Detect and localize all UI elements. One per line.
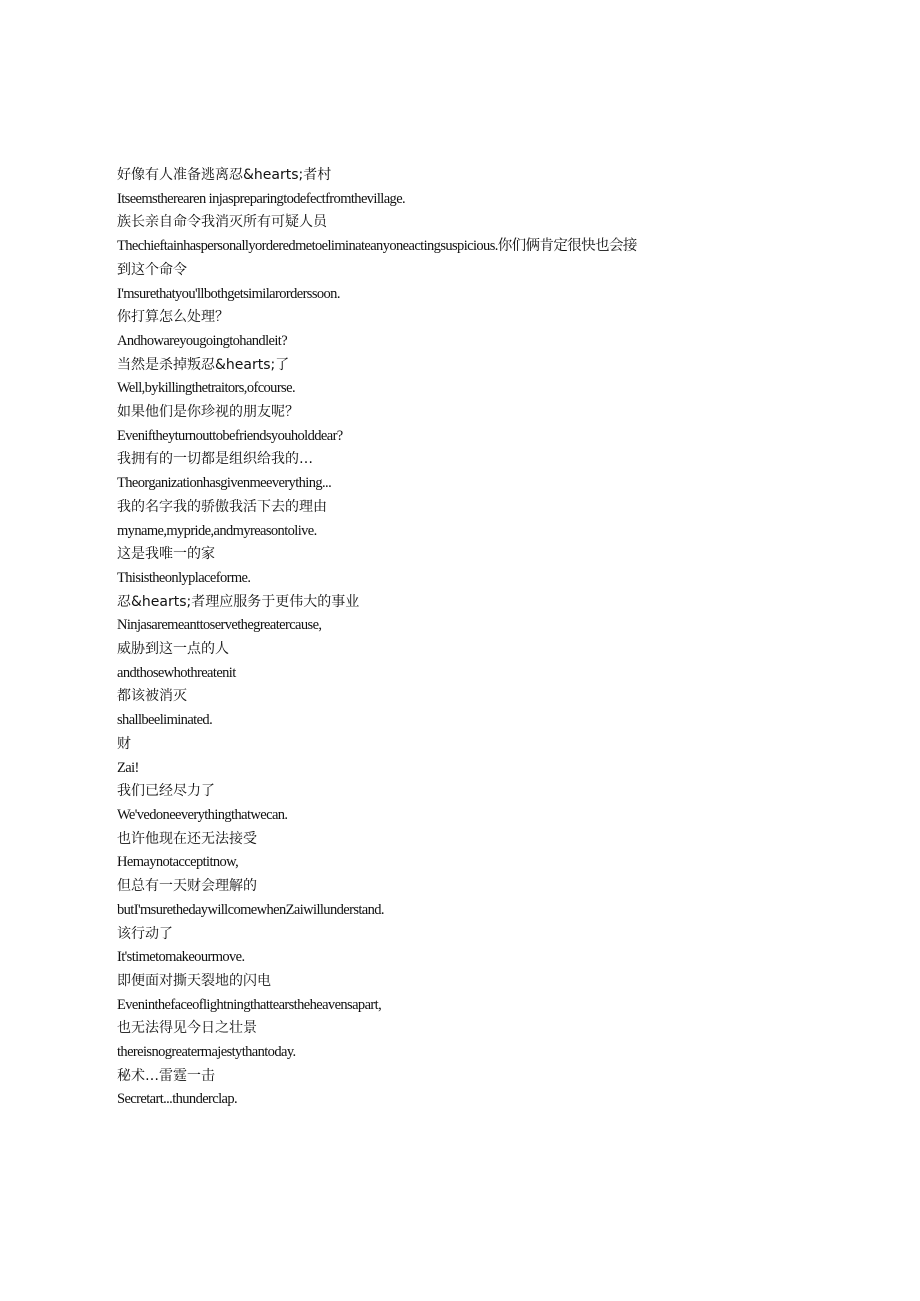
text-line-en: Eveniftheyturnouttobefriendsyouholddear? xyxy=(117,427,343,444)
text-line-en: myname,mypride,andmyreasontolive. xyxy=(117,522,317,539)
text-line-en: Hemaynotacceptitnow, xyxy=(117,854,239,871)
text-line-zh: 这是我唯一的家 xyxy=(117,546,215,563)
text-line-en: I'msurethatyou'llbothgetsimilarorderssoon. xyxy=(117,285,340,302)
text-line-zh: 族长亲自命令我消灭所有可疑人员 xyxy=(117,214,327,231)
text-line-en: Eveninthefaceoflightningthattearstheheavensapart, xyxy=(117,996,382,1013)
text-line-en: shallbeeliminated. xyxy=(117,712,213,729)
text-line-en: butI'msurethedaywillcomewhenZaiwillunderstand. xyxy=(117,901,384,918)
text-line-zh: 我们已经尽力了 xyxy=(117,783,215,800)
text-line-zh: 也无法得见今日之壮景 xyxy=(117,1020,257,1037)
text-line-en: Andhowareyougoingtohandleit? xyxy=(117,332,288,349)
text-line-zh: 威胁到这一点的人 xyxy=(117,641,229,658)
text-line-zh: 到这个命令 xyxy=(117,261,187,278)
text-line-en: andthosewhothreatenit xyxy=(117,664,236,681)
text-line-zh: 如果他们是你珍视的朋友呢？ xyxy=(117,404,299,421)
text-line-en: Itseemstherearen injaspreparingtodefectfromthevillage. xyxy=(117,190,406,207)
text-line-en: Secretart...thunderclap. xyxy=(117,1091,238,1108)
text-line-zh: 秘术…雷霆一击 xyxy=(117,1067,215,1084)
text-line-en: Theorganizationhasgivenmeeverything... xyxy=(117,475,332,492)
text-line-zh: 我拥有的一切都是组织给我的… xyxy=(117,451,313,468)
text-line-en: Thechieftainhaspersonallyorderedmetoeliminateanyoneactingsuspicious.你们俩肯定很快也会接 xyxy=(117,238,637,255)
text-line-zh: 但总有一天财会理解的 xyxy=(117,878,257,895)
text-line-en: Ninjasaremeanttoservethegreatercause, xyxy=(117,617,322,634)
text-line-zh: 都该被消灭 xyxy=(117,688,187,705)
text-line-zh: 该行动了 xyxy=(117,925,173,942)
text-line-zh: 当然是杀掉叛忍&hearts;了 xyxy=(117,356,290,373)
text-line-zh: 即便面对撕天裂地的闪电 xyxy=(117,972,271,989)
text-body xyxy=(117,164,797,1112)
text-line-en: Zai! xyxy=(117,759,139,776)
text-line-zh: 也许他现在还无法接受 xyxy=(117,830,257,847)
text-line-zh: 好像有人准备逃离忍&hearts;者村 xyxy=(117,167,332,183)
text-line-en: thereisnogreatermajestythantoday. xyxy=(117,1044,296,1061)
text-line-zh: 我的名字我的骄傲我活下去的理由 xyxy=(117,498,327,515)
text-line-en: We'vedoneeverythingthatwecan. xyxy=(117,806,288,823)
text-line-zh: 忍&hearts;者理应服务于更伟大的事业 xyxy=(117,593,360,610)
text-line-en: Well,bykillingthetraitors,ofcourse. xyxy=(117,380,295,397)
text-line-zh: 财 xyxy=(117,735,131,752)
text-line-en: Thisistheonlyplaceforme. xyxy=(117,569,251,586)
text-line-zh: 你打算怎么处理？ xyxy=(117,309,229,326)
text-line-en: It'stimetomakeourmove. xyxy=(117,949,245,966)
